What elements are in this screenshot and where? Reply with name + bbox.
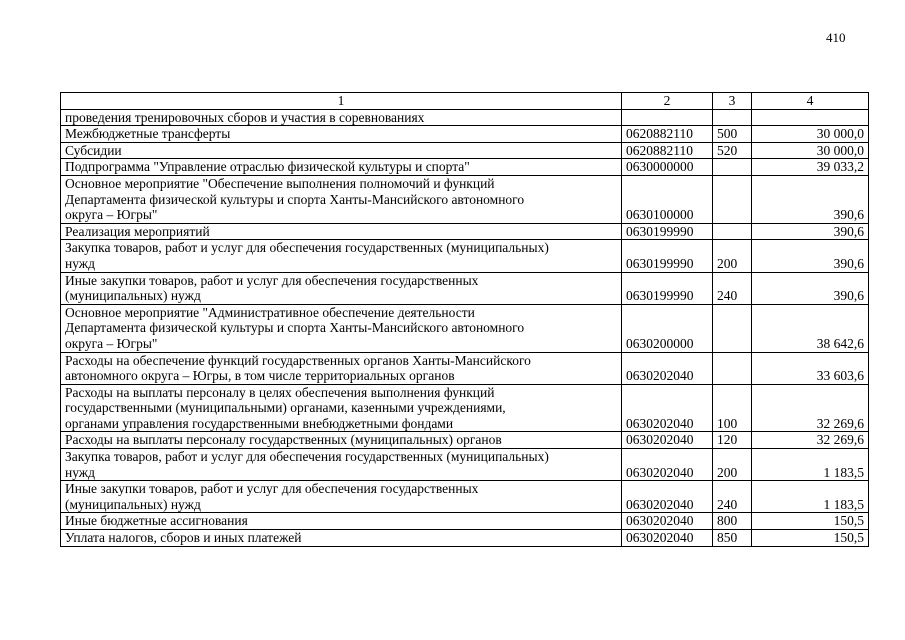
row-amount: 32 269,6	[752, 384, 869, 432]
table-row	[61, 304, 869, 352]
row-name	[61, 352, 622, 384]
row-name	[61, 530, 622, 547]
row-name	[61, 223, 622, 240]
row-name-line: нужд	[65, 255, 95, 271]
row-amount: 32 269,6	[752, 432, 869, 449]
row-name-line: (муниципальных) нужд	[65, 288, 201, 304]
page-number: 410	[826, 30, 846, 45]
row-name-line: Иные закупки товаров, работ и услуг для обеспечения государственных	[65, 272, 479, 288]
row-name-line: Расходы на выплаты персоналу в целях обеспечения выполнения функций	[65, 384, 495, 400]
row-target-code: 0630199990	[622, 223, 713, 240]
row-name-line: Субсидии	[65, 142, 122, 158]
row-name-line: Закупка товаров, работ и услуг для обеспечения государственных (муниципальных)	[65, 449, 549, 465]
row-target-code: 0620882110	[622, 142, 713, 159]
row-target-code: 0630000000	[622, 159, 713, 176]
row-amount: 38 642,6	[752, 304, 869, 352]
row-name-line: Иные бюджетные ассигнования	[65, 513, 248, 529]
row-expense-type: 100	[713, 384, 752, 432]
row-name	[61, 513, 622, 530]
table-row	[61, 352, 869, 384]
row-name-line: Расходы на выплаты персоналу государственных (муниципальных) органов	[65, 432, 502, 448]
row-amount: 390,6	[752, 272, 869, 304]
row-target-code: 0630199990	[622, 240, 713, 272]
table-row	[61, 223, 869, 240]
table-body	[61, 109, 869, 546]
row-amount: 33 603,6	[752, 352, 869, 384]
row-name	[61, 272, 622, 304]
row-amount: 30 000,0	[752, 142, 869, 159]
row-name-line: Департамента физической культуры и спорта Ханты-Мансийского автономного	[65, 320, 525, 336]
row-target-code: 0630202040	[622, 384, 713, 432]
table-row	[61, 109, 869, 126]
row-name-line: Иные закупки товаров, работ и услуг для обеспечения государственных	[65, 481, 479, 497]
row-name-line: Основное мероприятие "Административное обеспечение деятельности	[65, 304, 475, 320]
header-col-2: 2	[622, 93, 713, 110]
row-amount: 150,5	[752, 513, 869, 530]
row-name-line: органами управления государственными внебюджетными фондами	[65, 415, 454, 431]
row-amount	[752, 109, 869, 126]
row-name	[61, 109, 622, 126]
row-amount: 30 000,0	[752, 126, 869, 143]
row-expense-type	[713, 304, 752, 352]
row-name-line: нужд	[65, 464, 95, 480]
row-expense-type: 800	[713, 513, 752, 530]
header-col-4: 4	[752, 93, 869, 110]
row-target-code: 0630202040	[622, 481, 713, 513]
row-amount: 390,6	[752, 175, 869, 223]
row-amount: 1 183,5	[752, 481, 869, 513]
row-name-line: Подпрограмма "Управление отраслью физической культуры и спорта"	[65, 159, 470, 175]
row-name	[61, 142, 622, 159]
row-name	[61, 481, 622, 513]
row-target-code: 0620882110	[622, 126, 713, 143]
row-target-code: 0630199990	[622, 272, 713, 304]
table-row	[61, 432, 869, 449]
table-row	[61, 175, 869, 223]
table-row	[61, 481, 869, 513]
budget-table	[60, 92, 869, 547]
row-target-code: 0630202040	[622, 530, 713, 547]
table-row	[61, 240, 869, 272]
row-name	[61, 175, 622, 223]
row-amount: 150,5	[752, 530, 869, 547]
row-name-line: автономного округа – Югры, в том числе территориальных органов	[65, 368, 455, 384]
row-name	[61, 384, 622, 432]
row-expense-type	[713, 109, 752, 126]
row-name-line: Основное мероприятие "Обеспечение выполнения полномочий и функций	[65, 175, 495, 191]
row-name-line: государственными (муниципальными) органами, казенными учреждениями,	[65, 400, 506, 416]
row-target-code: 0630202040	[622, 449, 713, 481]
row-expense-type	[713, 159, 752, 176]
row-name	[61, 240, 622, 272]
table-row	[61, 513, 869, 530]
row-name-line: проведения тренировочных сборов и участия в соревнованиях	[65, 109, 425, 125]
row-name-line: Расходы на обеспечение функций государственных органов Ханты-Мансийского	[65, 352, 531, 368]
row-target-code: 0630202040	[622, 432, 713, 449]
row-amount: 39 033,2	[752, 159, 869, 176]
table-row	[61, 272, 869, 304]
row-name-line: округа – Югры"	[65, 335, 158, 351]
table-row	[61, 530, 869, 547]
row-name	[61, 304, 622, 352]
row-target-code: 0630200000	[622, 304, 713, 352]
row-name-line: Департамента физической культуры и спорта Ханты-Мансийского автономного	[65, 191, 525, 207]
table-row	[61, 159, 869, 176]
row-target-code: 0630202040	[622, 352, 713, 384]
row-expense-type	[713, 175, 752, 223]
row-expense-type: 500	[713, 126, 752, 143]
table-row	[61, 142, 869, 159]
row-expense-type: 120	[713, 432, 752, 449]
row-expense-type: 200	[713, 449, 752, 481]
row-name	[61, 159, 622, 176]
row-name	[61, 449, 622, 481]
row-expense-type: 240	[713, 481, 752, 513]
row-amount: 390,6	[752, 240, 869, 272]
row-name	[61, 126, 622, 143]
row-name-line: Межбюджетные трансферты	[65, 126, 231, 142]
header-row	[61, 93, 869, 110]
table-row	[61, 126, 869, 143]
header-col-1: 1	[61, 93, 622, 110]
row-amount: 1 183,5	[752, 449, 869, 481]
row-name	[61, 432, 622, 449]
row-expense-type: 240	[713, 272, 752, 304]
row-amount: 390,6	[752, 223, 869, 240]
row-target-code	[622, 109, 713, 126]
row-expense-type: 520	[713, 142, 752, 159]
row-name-line: Уплата налогов, сборов и иных платежей	[65, 530, 302, 546]
row-expense-type	[713, 352, 752, 384]
row-expense-type	[713, 223, 752, 240]
row-name-line: Реализация мероприятий	[65, 223, 210, 239]
row-name-line: (муниципальных) нужд	[65, 496, 201, 512]
table-row	[61, 384, 869, 432]
row-target-code: 0630100000	[622, 175, 713, 223]
row-target-code: 0630202040	[622, 513, 713, 530]
row-expense-type: 200	[713, 240, 752, 272]
row-expense-type: 850	[713, 530, 752, 547]
row-name-line: Закупка товаров, работ и услуг для обеспечения государственных (муниципальных)	[65, 240, 549, 256]
row-name-line: округа – Югры"	[65, 207, 158, 223]
table-row	[61, 449, 869, 481]
table-header	[61, 93, 869, 110]
header-col-3: 3	[713, 93, 752, 110]
